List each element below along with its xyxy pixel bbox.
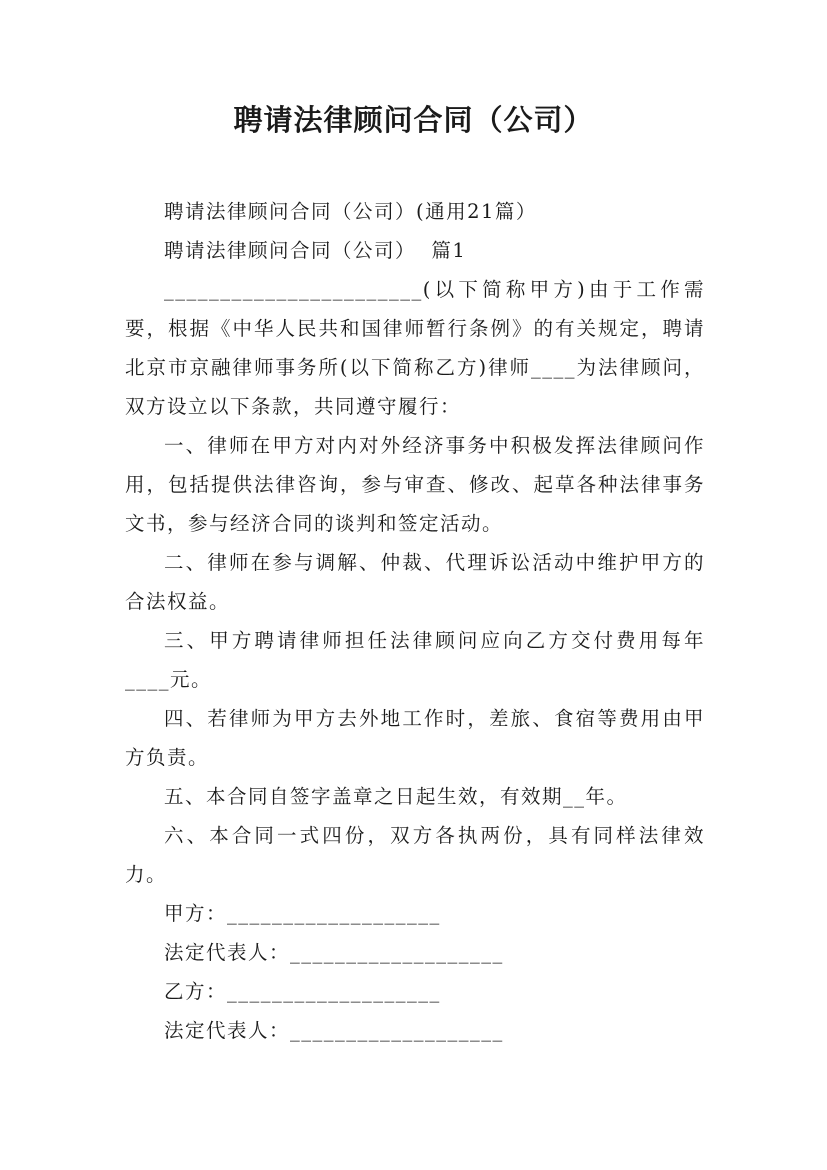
- clause-3: 三、甲方聘请律师担任法律顾问应向乙方交付费用每年____元。: [125, 629, 705, 691]
- document-subtitle: 聘请法律顾问合同（公司）(通用21篇）: [164, 200, 537, 223]
- clause-5: 五、本合同自签字盖章之日起生效，有效期__年。: [164, 785, 628, 808]
- document-body: [125, 192, 705, 1050]
- clause-1: 一、律师在甲方对内对外经济事务中积极发挥法律顾问作用，包括提供法律咨询，参与审查、修改、起草各种法律事务文书，参与经济合同的谈判和签定活动。: [125, 434, 705, 535]
- clause-4: 四、若律师为甲方去外地工作时，差旅、食宿等费用由甲方负责。: [125, 707, 705, 769]
- signature-legal-rep-a: 法定代表人：___________________: [164, 941, 504, 964]
- intro-paragraph: _______________________(以下简称甲方)由于工作需要，根据《中华人民共和国律师暂行条例》的有关规定，聘请北京市京融律师事务所(以下简称乙方)律师____为法律顾问，双方设立以下条款，共同遵守履行：: [125, 278, 705, 418]
- section-heading: 聘请法律顾问合同（公司） 篇1: [164, 239, 467, 262]
- signature-party-a: 甲方：___________________: [164, 902, 441, 925]
- document-title: 聘请法律顾问合同（公司）: [233, 103, 594, 137]
- signature-party-b: 乙方：___________________: [164, 980, 441, 1003]
- signature-legal-rep-b: 法定代表人：___________________: [164, 1019, 504, 1042]
- clause-6: 六、本合同一式四份，双方各执两份，具有同样法律效力。: [125, 824, 705, 886]
- clause-2: 二、律师在参与调解、仲裁、代理诉讼活动中维护甲方的合法权益。: [125, 551, 705, 613]
